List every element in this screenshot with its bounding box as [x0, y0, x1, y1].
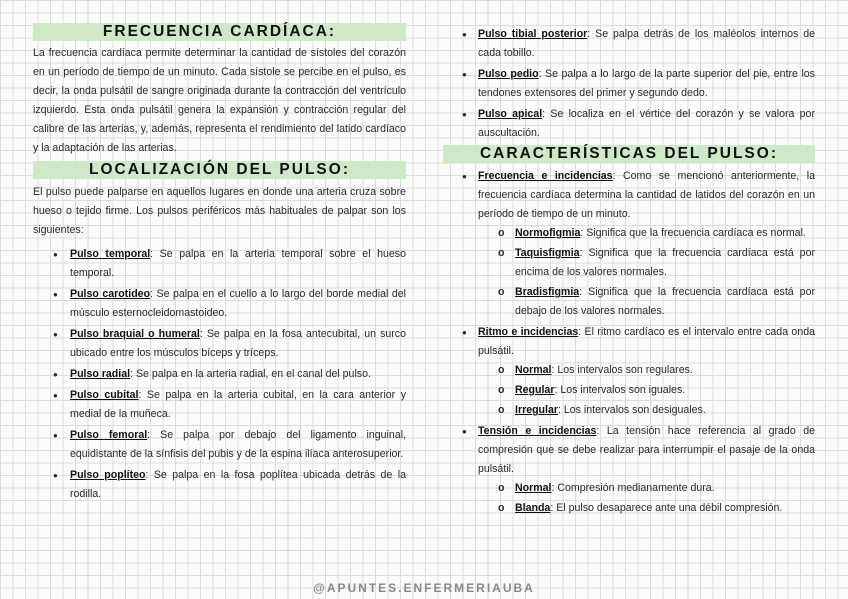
list-item-ritmo-irregular: o Irregular: Los intervalos son desiguales.	[443, 401, 815, 420]
footer-handle: @APUNTES.ENFERMERIAUBA	[313, 581, 535, 595]
left-column	[33, 0, 406, 506]
right-column	[443, 0, 815, 520]
list-item-normofigmia: o Normofigmia: Significa que la frecuencia cardíaca es normal.	[443, 224, 815, 243]
list-item-pulso-cubital: ● Pulso cubital: Se palpa en la arteria cubital, en la cara anterior y medial de la muñeca.	[33, 386, 406, 424]
tension-sublist	[443, 479, 815, 518]
more-pulse-list	[443, 25, 815, 143]
localizacion-pulso-text: El pulso puede palparse en aquellos lugares en donde una arteria cruza sobre hueso o tejido firme. Los pulsos periféricos más habituales de palpar son los siguientes:	[33, 186, 406, 236]
list-item-tension: ● Tensión e incidencias: La tensión hace referencia al grado de compresión que se debe realizar para interrumpir el pasaje de la onda pulsátil. o Normal: Compresión medianamente dura. o Blanda: El pulso desaparece ante una débil compresión.	[443, 422, 815, 518]
peripheral-pulse-list	[33, 245, 406, 504]
frecuencia-cardiaca-text: La frecuencia cardíaca permite determinar la cantidad de sístoles del corazón en un período de tiempo de un minuto. Cada sístole se percibe en el pulso, es decir, la onda pulsátil de sangre originada durante la contracción del ventrículo izquierdo. Esta onda pulsátil genera la expansión y contracción regular del calibre de las arterias, y, además, representa el rendimiento del latido cardíaco y la adaptación de las arterias.	[33, 47, 406, 154]
list-item-pulso-radial: ● Pulso radial: Se palpa en la arteria radial, en el canal del pulso.	[33, 365, 406, 384]
list-item-ritmo: ● Ritmo e incidencias: El ritmo cardíaco es el intervalo entre cada onda pulsátil. o Normal: Los intervalos son regulares. o Regular: Los intervalos son iguales. o Irregular: Los intervalos son desiguales.	[443, 323, 815, 420]
frecuencia-cardiaca-title: FRECUENCIA CARDÍACA:	[33, 23, 406, 41]
list-item-pulso-pedio: ● Pulso pedio: Se palpa a lo largo de la parte superior del pie, entre los tendones extensores del primer y segundo dedo.	[443, 65, 815, 103]
list-item-pulso-carotideo: ● Pulso carotideo: Se palpa en el cuello a lo largo del borde medial del músculo esternocleidomastoideo.	[33, 285, 406, 323]
localizacion-pulso-title: LOCALIZACIÓN DEL PULSO:	[33, 161, 406, 179]
list-item-pulso-femoral: ● Pulso femoral: Se palpa por debajo del ligamento inguinal, equidistante de la sínfisis del pubis y de la espina ilíaca anterosuperior.	[33, 426, 406, 464]
list-item-tension-blanda: o Blanda: El pulso desaparece ante una débil compresión.	[443, 499, 815, 518]
list-item-ritmo-regular: o Regular: Los intervalos son iguales.	[443, 381, 815, 400]
ritmo-sublist	[443, 361, 815, 420]
list-item-ritmo-normal: o Normal: Los intervalos son regulares.	[443, 361, 815, 380]
list-item-frecuencia: ● Frecuencia e incidencias: Como se mencionó anteriormente, la frecuencia cardíaca determina la cantidad de latidos del corazón en un período de tiempo de un minuto. o Normofigmia: Significa que la frecuencia cardíaca es normal. o Taquisfigmia: Significa que la frecuencia cardíaca está por encima de los valores normales. o Bradisfigmia: Significa que la frecuencia cardíaca está por debajo de los valores normales.	[443, 167, 815, 321]
caracteristicas-pulso-title: CARACTERÍSTICAS DEL PULSO:	[443, 145, 815, 163]
list-item-pulso-temporal: ● Pulso temporal: Se palpa en la arteria temporal sobre el hueso temporal.	[33, 245, 406, 283]
list-item-taquisfigmia: o Taquisfigmia: Significa que la frecuencia cardíaca está por encima de los valores normales.	[443, 244, 815, 282]
list-item-tension-normal: o Normal: Compresión medianamente dura.	[443, 479, 815, 498]
list-item-pulso-tibial: ● Pulso tibial posterior: Se palpa detrás de los maléolos internos de cada tobillo.	[443, 25, 815, 63]
characteristics-list	[443, 167, 815, 518]
list-item-pulso-apical: ● Pulso apical: Se localiza en el vértice del corazón y se valora por auscultación.	[443, 105, 815, 143]
frecuencia-sublist	[443, 224, 815, 321]
list-item-bradisfigmia: o Bradisfigmia: Significa que la frecuencia cardíaca está por debajo de los valores normales.	[443, 283, 815, 321]
list-item-pulso-popliteo: ● Pulso poplíteo: Se palpa en la fosa poplítea ubicada detrás de la rodilla.	[33, 466, 406, 504]
list-item-pulso-braquial: ● Pulso braquial o humeral: Se palpa en la fosa antecubital, un surco ubicado entre los músculos bíceps y tríceps.	[33, 325, 406, 363]
